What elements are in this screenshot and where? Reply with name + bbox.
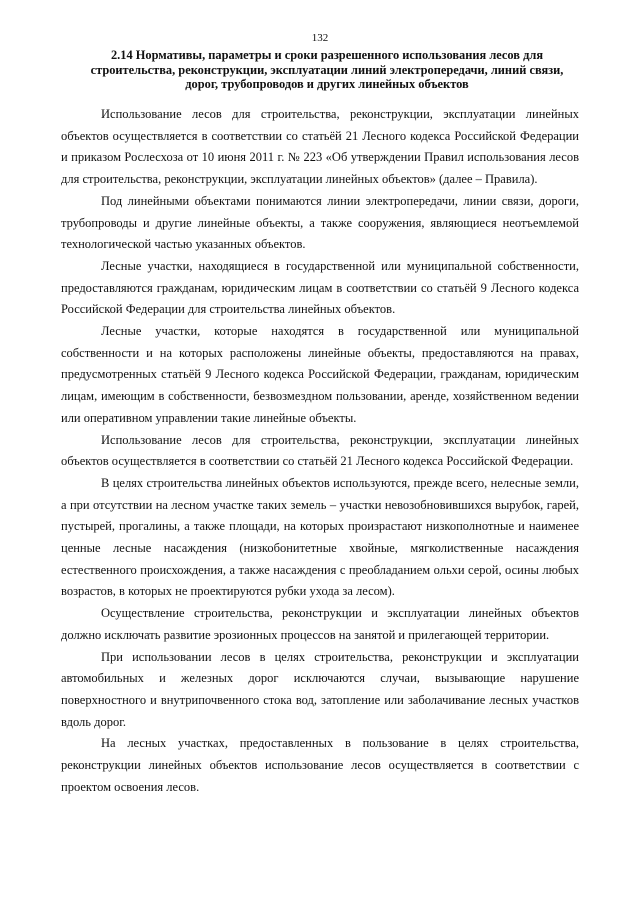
paragraph-9: На лесных участках, предоставленных в пользование в целях строительства, реконструкции линейных объектов использование лесов осуществляется в соответствии с проектом освоения лесов. (61, 736, 579, 794)
paragraph-6: В целях строительства линейных объектов используются, прежде всего, нелесные земли, а при отсутствии на лесном участке таких земель – участки невозобновившихся вырубок, гарей, пустырей, прогалины, а также площади, на которых произрастают низкополнотные и наименее ценные лесные насаждения (низкобонитетные хвойные, мягколиственные насаждения естественного происхождения, а также насаждения с преобладанием ольхи серой, осины любых возрастов, в которых не проектируются рубки ухода за лесом). (61, 475, 579, 599)
paragraph-7: Осуществление строительства, реконструкции и эксплуатации линейных объектов должно исключать развитие эрозионных процессов на занятой и прилегающей территории. (61, 606, 579, 642)
paragraph-8: При использовании лесов в целях строительства, реконструкции и эксплуатации автомобильных и железных дорог исключаются случаи, вызывающие нарушение поверхностного и внутрипочвенного стока вод, затопление или заболачивание лесных участков вдоль дорог. (61, 649, 579, 729)
paragraph-3: Лесные участки, находящиеся в государственной или муниципальной собственности, предоставляются гражданам, юридическим лицам в соответствии со статьёй 9 Лесного кодекса Российской Федерации для строительства линейных объектов. (61, 258, 579, 317)
page-number: 132 (311, 32, 329, 44)
section-title: 2.14 Нормативы, параметры и сроки разрешенного использования лесов для строительства, реконструкции, эксплуатации линий электропередачи, линий связи, дорог, трубопроводов и других линейных объектов (90, 48, 564, 91)
paragraph-4: Лесные участки, которые находятся в государственной или муниципальной собственности и на которых расположены линейные объекты, предоставляются на правах, предусмотренных статьёй 9 Лесного кодекса Российской Федерации, гражданам, юридическим лицам, имеющим в собственности, безвозмездном пользовании, аренде, хозяйственном ведении или оперативном управлении такие линейные объекты. (61, 324, 579, 425)
paragraph-2: Под линейными объектами понимаются линии электропередачи, линии связи, дороги, трубопроводы и другие линейные объекты, а также сооружения, являющиеся неотъемлемой технологической частью указанных объектов. (61, 193, 579, 252)
paragraph-5: Использование лесов для строительства, реконструкции, эксплуатации линейных объектов осуществляется в соответствии со статьёй 21 Лесного кодекса Российской Федерации. (61, 432, 579, 469)
document-body (61, 104, 579, 799)
paragraph-1: Использование лесов для строительства, реконструкции, эксплуатации линейных объектов осуществляется в соответствии со статьёй 21 Лесного кодекса Российской Федерации и приказом Рослесхоза от 10 июня 2011 г. № 223 «Об утверждении Правил использования лесов для строительства, реконструкции, эксплуатации линейных объектов» (далее – Правила). (61, 107, 579, 187)
